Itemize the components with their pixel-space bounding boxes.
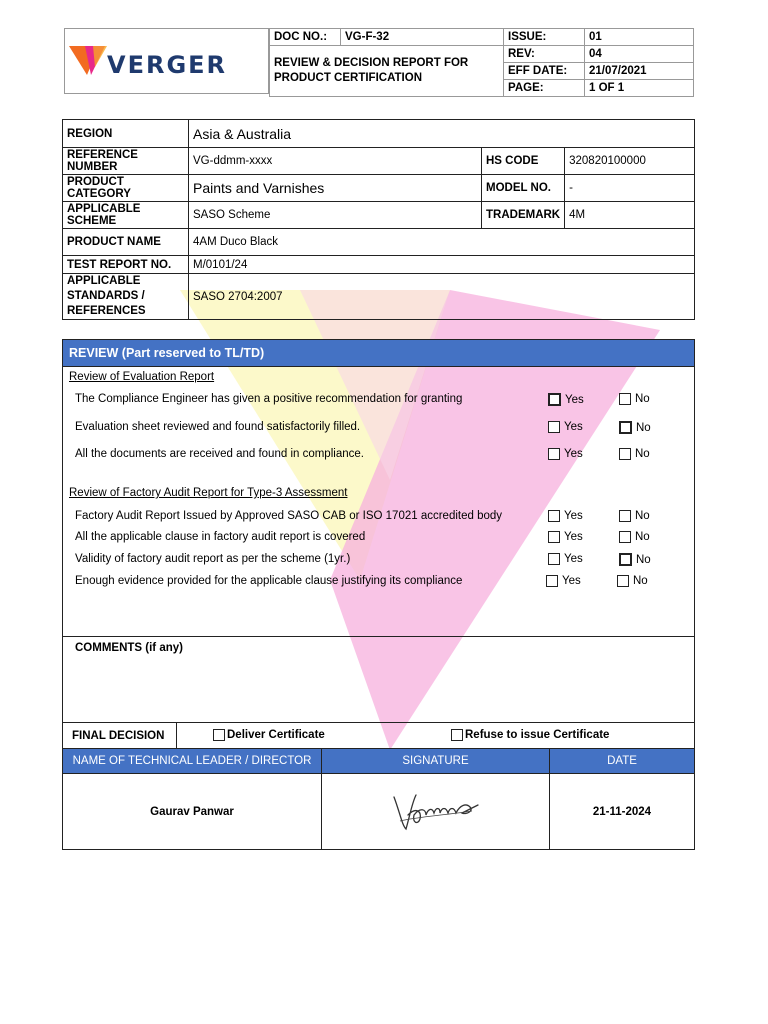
review-section — [62, 339, 695, 723]
checkbox-icon[interactable] — [548, 448, 560, 460]
product-name-value: 4AM Duco Black — [189, 229, 695, 256]
evaluation-report-title: Review of Evaluation Report — [69, 371, 215, 383]
applicable-scheme-value: SASO Scheme — [189, 202, 482, 229]
q6-yes-option[interactable]: Yes — [548, 553, 583, 565]
checkbox-icon[interactable] — [619, 393, 631, 405]
checkbox-icon[interactable] — [213, 729, 225, 741]
handwritten-signature — [386, 785, 486, 835]
doc-no-value: VG-F-32 — [341, 29, 504, 46]
rev-label: REV: — [504, 46, 585, 63]
checkbox-icon[interactable] — [548, 510, 560, 522]
eff-date-label: EFF DATE: — [504, 63, 585, 80]
q3-no-option[interactable]: No — [619, 448, 650, 460]
final-decision-row — [62, 722, 695, 750]
company-logo — [64, 28, 269, 94]
reference-number-value: VG-ddmm-xxxx — [189, 148, 482, 175]
signature-cell — [322, 774, 550, 850]
signoff-date: 21-11-2024 — [550, 774, 695, 850]
q2-yes-option[interactable]: Yes — [548, 421, 583, 433]
issue-value: 01 — [585, 29, 694, 46]
question-2: Evaluation sheet reviewed and found satisfactorily filled. — [75, 421, 361, 433]
checkbox-icon[interactable] — [619, 553, 632, 566]
q1-yes-option[interactable]: Yes — [548, 393, 584, 406]
checkbox-icon[interactable] — [548, 531, 560, 543]
q1-no-option[interactable]: No — [619, 393, 650, 405]
applicable-scheme-label: APPLICABLE SCHEME — [63, 202, 189, 229]
checkbox-icon[interactable] — [546, 575, 558, 587]
rev-value: 04 — [585, 46, 694, 63]
q5-yes-option[interactable]: Yes — [548, 531, 583, 543]
checkbox-icon[interactable] — [619, 421, 632, 434]
checkbox-icon[interactable] — [619, 531, 631, 543]
product-category-value: Paints and Varnishes — [189, 175, 482, 202]
logo-text: VERGER — [107, 51, 228, 79]
question-1: The Compliance Engineer has given a positive recommendation for granting — [75, 393, 463, 405]
trademark-value: 4M — [565, 202, 695, 229]
date-header: DATE — [550, 749, 695, 774]
question-5: All the applicable clause in factory audit report is covered — [75, 531, 366, 543]
reference-number-label: REFERENCE NUMBER — [63, 148, 189, 175]
hs-code-value: 320820100000 — [565, 148, 695, 175]
checkbox-icon[interactable] — [619, 510, 631, 522]
issue-label: ISSUE: — [504, 29, 585, 46]
signature-header: SIGNATURE — [322, 749, 550, 774]
eff-date-value: 21/07/2021 — [585, 63, 694, 80]
question-6: Validity of factory audit report as per the scheme (1yr.) — [75, 553, 351, 565]
q7-no-option[interactable]: No — [617, 575, 648, 587]
review-heading: REVIEW (Part reserved to TL/TD) — [63, 340, 694, 367]
trademark-label: TRADEMARK — [482, 202, 565, 229]
region-value: Asia & Australia — [189, 120, 695, 148]
leader-name: Gaurav Panwar — [63, 774, 322, 850]
standards-label: APPLICABLE STANDARDS / REFERENCES — [63, 274, 189, 320]
factory-audit-title: Review of Factory Audit Report for Type-3 Assessment — [69, 487, 348, 499]
test-report-value: M/0101/24 — [189, 256, 695, 274]
q6-no-option[interactable]: No — [619, 553, 651, 566]
q4-no-option[interactable]: No — [619, 510, 650, 522]
checkbox-icon[interactable] — [548, 421, 560, 433]
checkbox-icon[interactable] — [617, 575, 629, 587]
page-label: PAGE: — [504, 80, 585, 97]
model-no-label: MODEL NO. — [482, 175, 565, 202]
doc-no-label: DOC NO.: — [270, 29, 341, 46]
name-header: NAME OF TECHNICAL LEADER / DIRECTOR — [63, 749, 322, 774]
test-report-label: TEST REPORT NO. — [63, 256, 189, 274]
q5-no-option[interactable]: No — [619, 531, 650, 543]
q4-yes-option[interactable]: Yes — [548, 510, 583, 522]
hs-code-label: HS CODE — [482, 148, 565, 175]
question-3: All the documents are received and found in compliance. — [75, 448, 364, 460]
checkbox-icon[interactable] — [619, 448, 631, 460]
product-info-table — [62, 119, 695, 320]
comments-divider — [63, 636, 694, 637]
comments-label: COMMENTS (if any) — [75, 642, 183, 654]
final-decision-label: FINAL DECISION — [63, 723, 177, 750]
product-category-label: PRODUCT CATEGORY — [63, 175, 189, 202]
refuse-certificate-option[interactable]: Refuse to issue Certificate — [451, 729, 609, 741]
q3-yes-option[interactable]: Yes — [548, 448, 583, 460]
question-4: Factory Audit Report Issued by Approved SASO CAB or ISO 17021 accredited body — [75, 510, 503, 522]
checkbox-icon[interactable] — [548, 393, 561, 406]
q2-no-option[interactable]: No — [619, 421, 651, 434]
product-name-label: PRODUCT NAME — [63, 229, 189, 256]
doc-title: REVIEW & DECISION REPORT FOR PRODUCT CERTIFICATION — [270, 46, 504, 97]
deliver-certificate-option[interactable]: Deliver Certificate — [213, 729, 325, 741]
question-7: Enough evidence provided for the applicable clause justifying its compliance — [75, 575, 463, 587]
checkbox-icon[interactable] — [548, 553, 560, 565]
page-value: 1 OF 1 — [585, 80, 694, 97]
checkbox-icon[interactable] — [451, 729, 463, 741]
doc-control-table — [269, 28, 694, 97]
standards-value: SASO 2704:2007 — [189, 274, 695, 320]
region-label: REGION — [63, 120, 189, 148]
model-no-value: - — [565, 175, 695, 202]
q7-yes-option[interactable]: Yes — [546, 575, 581, 587]
signoff-table — [62, 748, 695, 850]
